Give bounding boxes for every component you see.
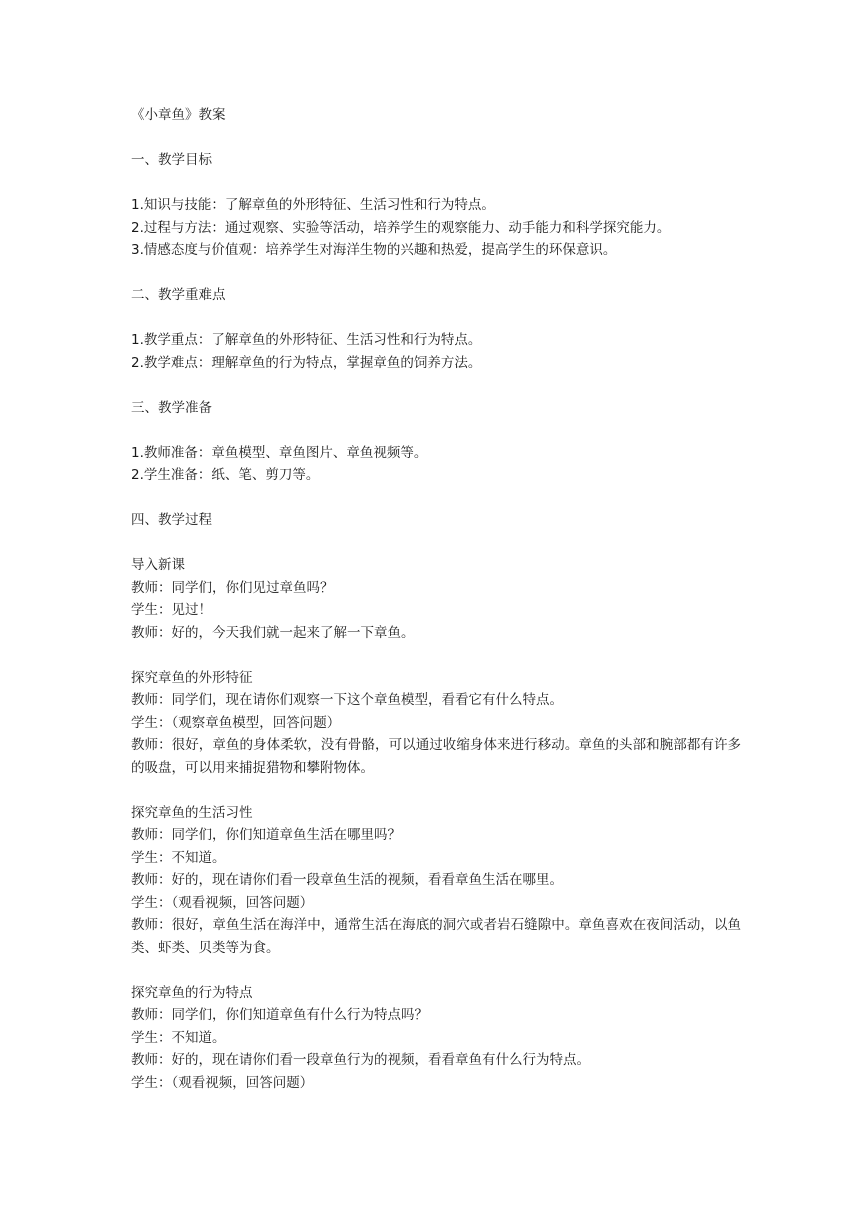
subheading-behavior: 探究章鱼的行为特点 (131, 984, 253, 1001)
section-heading-prep: 三、教学准备 (131, 399, 212, 416)
spacer (131, 779, 741, 802)
keypoint-item: 2.教学难点：理解章鱼的行为特点，掌握章鱼的饲养方法。 (131, 354, 482, 371)
dialogue-line: 教师：同学们，你们知道章鱼生活在哪里吗？ (131, 827, 401, 843)
dialogue-paragraph: 教师：很好，章鱼生活在海洋中，通常生活在海底的洞穴或者岩石缝隙中。章鱼喜欢在夜间活动，以鱼类、虾类、贝类等为食。 (131, 917, 741, 956)
dialogue-line: 教师：好的，现在请你们看一段章鱼行为的视频，看看章鱼有什么行为特点。 (131, 1052, 590, 1068)
section-heading-keypoints: 二、教学重难点 (131, 287, 226, 303)
dialogue-line: 学生：（观看视频，回答问题） (131, 1074, 314, 1091)
document-title: 《小章鱼》教案 (131, 107, 226, 123)
spacer (131, 419, 741, 442)
dialogue-line: 教师：同学们，你们知道章鱼有什么行为特点吗？ (131, 1007, 428, 1023)
dialogue-line: 学生：（观看视频，回答问题） (131, 894, 314, 911)
section-heading-goals: 一、教学目标 (131, 152, 212, 168)
keypoint-item: 1.教学重点：了解章鱼的外形特征、生活习性和行为特点。 (131, 332, 482, 348)
spacer (131, 262, 741, 285)
dialogue-line: 学生：不知道。 (131, 1029, 226, 1046)
prep-item: 1.教师准备：章鱼模型、章鱼图片、章鱼视频等。 (131, 444, 428, 461)
dialogue-line: 教师：同学们，现在请你们观察一下这个章鱼模型，看看它有什么特点。 (131, 692, 563, 708)
dialogue-line: 学生：（观察章鱼模型，回答问题） (131, 714, 341, 731)
spacer (131, 172, 741, 195)
section-heading-process: 四、教学过程 (131, 512, 212, 528)
spacer (131, 532, 741, 555)
subheading-appearance: 探究章鱼的外形特征 (131, 669, 253, 686)
dialogue-line: 学生：不知道。 (131, 849, 226, 866)
goal-item: 2.过程与方法：通过观察、实验等活动，培养学生的观察能力、动手能力和科学探究能力。 (131, 219, 671, 236)
dialogue-line: 教师：好的，现在请你们看一段章鱼生活的视频，看看章鱼生活在哪里。 (131, 872, 563, 888)
dialogue-line: 教师：好的，今天我们就一起来了解一下章鱼。 (131, 624, 415, 641)
spacer (131, 487, 741, 510)
goal-item: 3.情感态度与价值观：培养学生对海洋生物的兴趣和热爱，提高学生的环保意识。 (131, 242, 617, 258)
dialogue-paragraph: 教师：很好，章鱼的身体柔软，没有骨骼，可以通过收缩身体来进行移动。章鱼的头部和腕部都有许多的吸盘，可以用来捕捉猎物和攀附物体。 (131, 737, 741, 776)
subheading-intro: 导入新课 (131, 557, 185, 573)
spacer (131, 307, 741, 330)
prep-item: 2.学生准备：纸、笔、剪刀等。 (131, 467, 320, 483)
document-page (131, 104, 741, 1094)
spacer (131, 959, 741, 982)
goal-item: 1.知识与技能：了解章鱼的外形特征、生活习性和行为特点。 (131, 197, 495, 213)
spacer (131, 374, 741, 397)
dialogue-line: 教师：同学们，你们见过章鱼吗？ (131, 579, 334, 596)
spacer (131, 127, 741, 150)
subheading-habits: 探究章鱼的生活习性 (131, 804, 253, 821)
spacer (131, 644, 741, 667)
dialogue-line: 学生：见过！ (131, 602, 212, 618)
